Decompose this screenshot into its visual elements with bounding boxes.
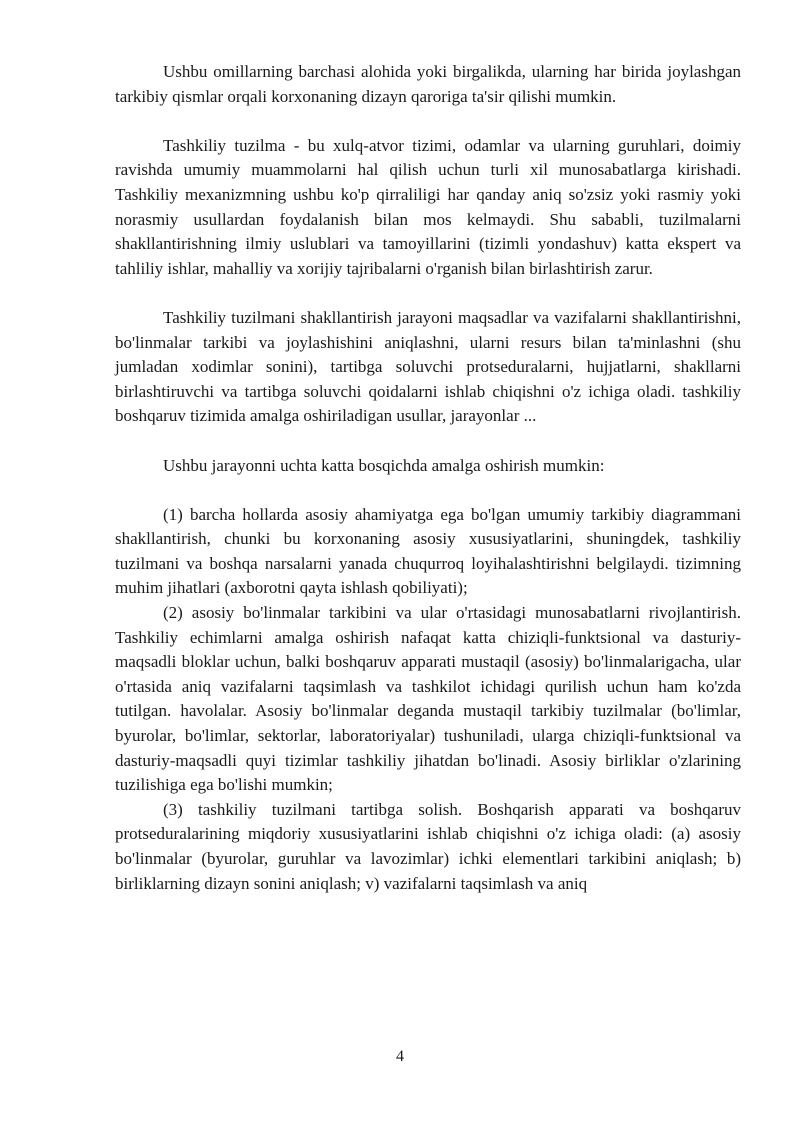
paragraph-stage-1: (1) barcha hollarda asosiy ahamiyatga ega bo'lgan umumiy tarkibiy diagrammani shakllantirish, chunki bu korxonaning asosiy xususiyatlarini, shuningdek, tashkiliy tuzilmani va boshqa narsalarni yanada chuqurroq loyihalashtirishni belgilaydi. tizimning muhim jihatlari (axborotni qayta ishlash qobiliyati);: [115, 504, 741, 598]
paragraph-three-stages-intro: Ushbu jarayonni uchta katta bosqichda amalga oshirish mumkin:: [163, 455, 605, 475]
paragraph-organizational-structure: Tashkiliy tuzilma - bu xulq-atvor tizimi, odamlar va ularning guruhlari, doimiy ravishda umumiy muammolarni hal qilish uchun turli xil munosabatlarga kirishadi. Tashkiliy mexanizmning ushbu ko'p qirraliligi har qanday aniq so'zsiz yoki rasmiy yoki norasmiy usullardan foydalanish bilan mos kelmaydi. Shu sababli, tuzilmalarni shakllantirishning ilmiy uslublari va tamoyillarini (tizimli yondashuv) katta ekspert va tahliliy ishlar, mahalliy va xorijiy tajribalarni o'rganish bilan birlashtirish zarur.: [115, 135, 741, 278]
document-body: [115, 60, 741, 896]
paragraph-factors-influence: Ushbu omillarning barchasi alohida yoki birgalikda, ularning har birida joylashgan tarkibiy qismlar orqali korxonaning dizayn qaroriga ta'sir qilishi mumkin.: [115, 62, 741, 106]
paragraph-structure-formation-process: Tashkiliy tuzilmani shakllantirish jarayoni maqsadlar va vazifalarni shakllantirishni, bo'linmalar tarkibi va joylashishini aniqlashni, ularni resurs bilan ta'minlashni (shu jumladan xodimlar sonini), tartibga soluvchi protseduralarni, hujjatlarni, shakllarni birlashtiruvchi va tartibga soluvchi qoidalarni ishlab chiqishni o'z ichiga oladi. tashkiliy boshqaruv tizimida amalga oshiriladigan usullar, jarayonlar ...: [115, 307, 741, 426]
paragraph-stage-3: (3) tashkiliy tuzilmani tartibga solish. Boshqarish apparati va boshqaruv protseduralarining miqdoriy xususiyatlarini ishlab chiqishni o'z ichiga oladi: (a) asosiy bo'linmalar (byurolar, guruhlar va lavozimlar) ichki elementlari tarkibini aniqlash; b) birliklarning dizayn sonini aniqlash; v) vazifalarni taqsimlash va aniq: [115, 799, 741, 893]
paragraph-stage-2: (2) asosiy bo'linmalar tarkibini va ular o'rtasidagi munosabatlarni rivojlantirish. Tashkiliy echimlarni amalga oshirish nafaqat katta chiziqli-funktsional va dasturiy-maqsadli bloklar uchun, balki boshqaruv apparati mustaqil (asosiy) bo'linmalarigacha, ular o'rtasida aniq vazifalarni taqsimlash va tashkilot ichidagi qurilish uchun ham ko'zda tutilgan. havolalar. Asosiy bo'linmalar deganda mustaqil tarkibiy tuzilmalar (bo'limlar, byurolar, bo'limlar, sektorlar, laboratoriyalar) tushuniladi, ularga chiziqli-funktsional va dasturiy-maqsadli quyi tizimlar tashkiliy jihatdan bo'linadi. Asosiy birliklar o'zlarining tuzilishiga ega bo'lishi mumkin;: [115, 603, 741, 795]
page-number: 4: [396, 1048, 404, 1065]
